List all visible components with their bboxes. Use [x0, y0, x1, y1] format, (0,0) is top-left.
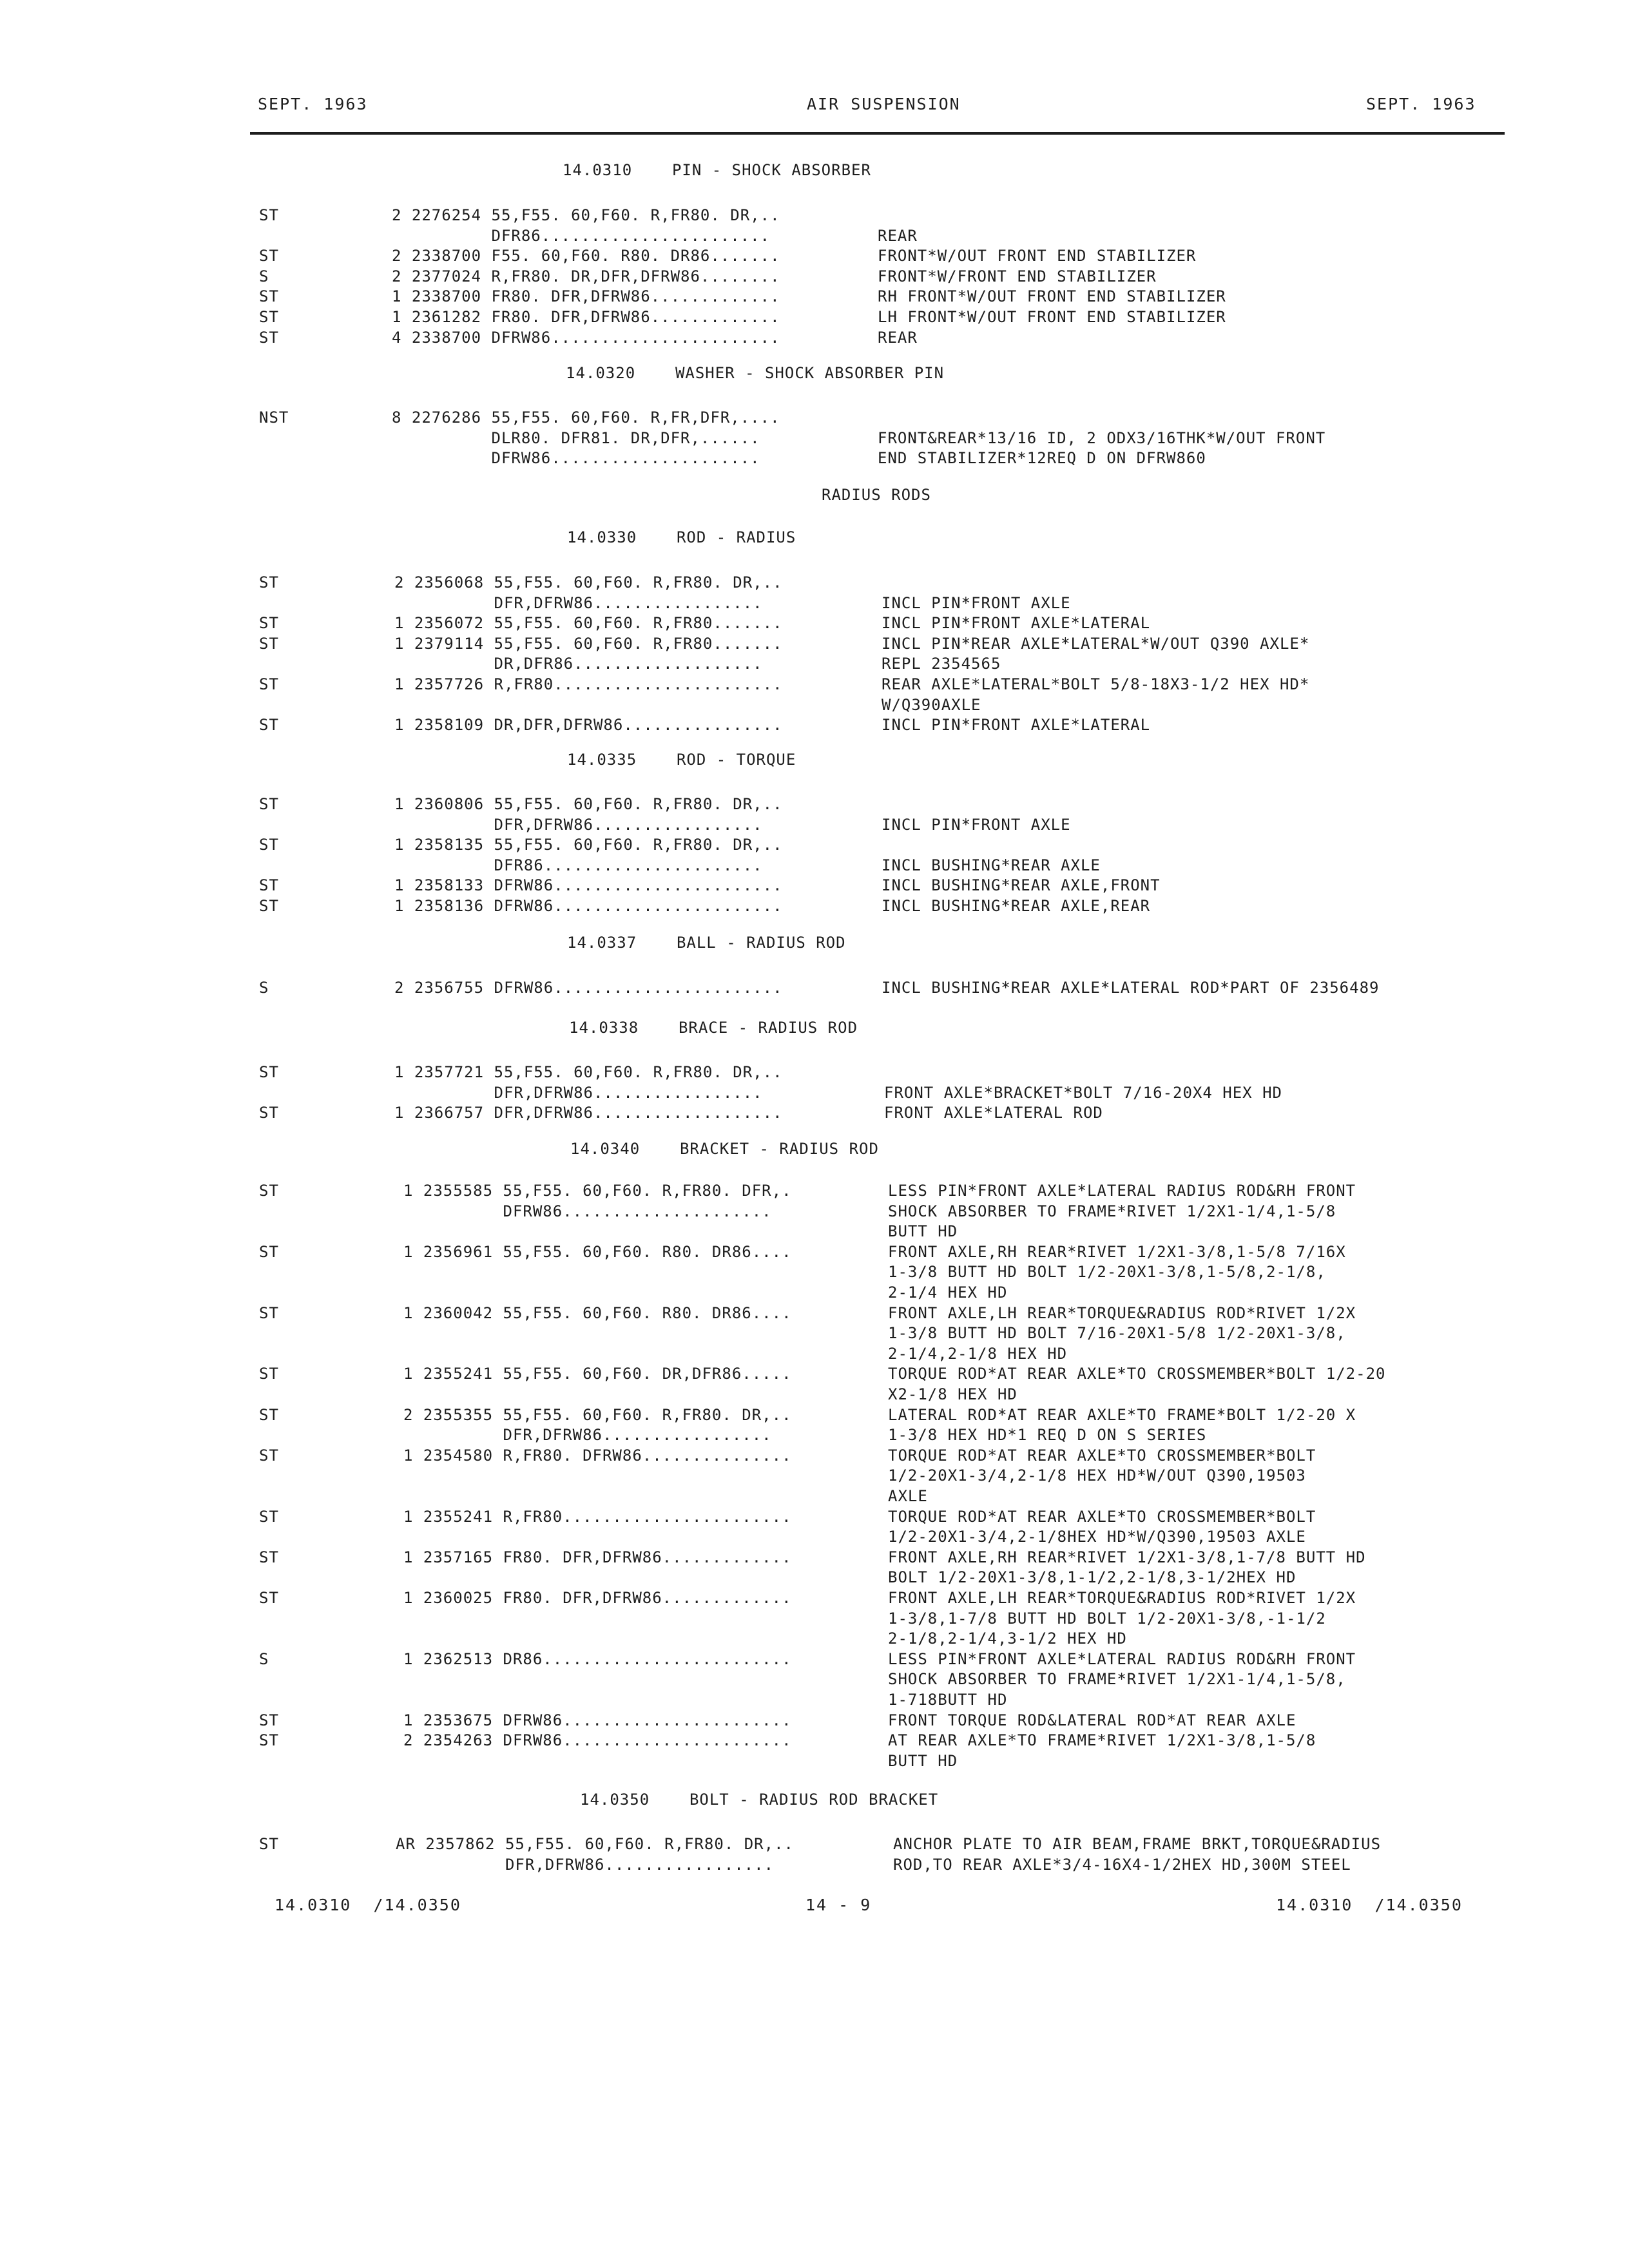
part-description: 2-1/8,2-1/4,3-1/2 HEX HD — [888, 1629, 1127, 1648]
part-number-models: 1 2356072 55,F55. 60,F60. R,FR80....... — [394, 614, 783, 632]
part-description: 1-3/8,1-7/8 BUTT HD BOLT 1/2-20X1-3/8,-1-1/2 — [888, 1610, 1326, 1628]
header-title: AIR SUSPENSION — [807, 95, 961, 113]
part-number-models: DLR80. DFR81. DR,DFR,...... — [392, 429, 760, 447]
part-number-models: 1 2353675 DFRW86....................... — [403, 1711, 792, 1729]
part-status-code: ST — [259, 1711, 279, 1729]
part-status-code: ST — [259, 287, 279, 305]
part-status-code: ST — [259, 1446, 279, 1465]
part-description: INCL BUSHING*REAR AXLE,FRONT — [882, 876, 1161, 894]
part-description: REAR — [878, 329, 918, 347]
part-number-models: 1 2358133 DFRW86....................... — [394, 876, 783, 894]
footer-range-left: 14.0310 /14.0350 — [275, 1896, 461, 1914]
part-description: FRONT AXLE,LH REAR*TORQUE&RADIUS ROD*RIVET 1/2X — [888, 1304, 1356, 1322]
part-status-code: ST — [259, 1104, 279, 1122]
part-description: FRONT AXLE*BRACKET*BOLT 7/16-20X4 HEX HD — [884, 1084, 1282, 1102]
part-status-code: ST — [259, 635, 279, 653]
part-number-models: DFRW86..................... — [403, 1202, 772, 1220]
part-description: INCL PIN*FRONT AXLE — [882, 594, 1071, 612]
part-status-code: ST — [259, 614, 279, 632]
part-number-models: DFR,DFRW86................. — [403, 1426, 772, 1444]
part-description: INCL BUSHING*REAR AXLE*LATERAL ROD*PART OF 2356489 — [882, 979, 1380, 997]
header-date-right: SEPT. 1963 — [1366, 95, 1476, 113]
part-status-code: ST — [259, 329, 279, 347]
part-description: BOLT 1/2-20X1-3/8,1-1/2,2-1/8,3-1/2HEX HD — [888, 1568, 1296, 1586]
page-number: 14 - 9 — [805, 1896, 872, 1914]
part-status-code: ST — [259, 1835, 279, 1853]
part-status-code: ST — [259, 1304, 279, 1322]
part-number-models: 1 2358135 55,F55. 60,F60. R,FR80. DR,.. — [394, 836, 783, 854]
part-status-code: ST — [259, 1589, 279, 1607]
part-status-code: ST — [259, 836, 279, 854]
part-number-models: DFR,DFRW86................. — [396, 1856, 775, 1874]
header-rule — [250, 132, 1505, 135]
part-status-code: S — [259, 267, 269, 285]
part-description: RH FRONT*W/OUT FRONT END STABILIZER — [878, 287, 1226, 305]
part-status-code: ST — [259, 1243, 279, 1261]
part-number-models: 1 2356961 55,F55. 60,F60. R80. DR86.... — [403, 1243, 792, 1261]
part-status-code: S — [259, 979, 269, 997]
part-description: FRONT*W/FRONT END STABILIZER — [878, 267, 1157, 285]
section-title: 14.0337 BALL - RADIUS ROD — [567, 934, 846, 952]
section-title: 14.0320 WASHER - SHOCK ABSORBER PIN — [566, 364, 945, 382]
part-number-models: 2 2377024 R,FR80. DR,DFR,DFRW86........ — [392, 267, 780, 285]
part-description: LESS PIN*FRONT AXLE*LATERAL RADIUS ROD&RH FRONT — [888, 1182, 1356, 1200]
part-description: TORQUE ROD*AT REAR AXLE*TO CROSSMEMBER*BOLT — [888, 1446, 1316, 1465]
part-description: FRONT AXLE,LH REAR*TORQUE&RADIUS ROD*RIVET 1/2X — [888, 1589, 1356, 1607]
part-number-models: 2 2354263 DFRW86....................... — [403, 1731, 792, 1749]
part-description: X2-1/8 HEX HD — [888, 1385, 1017, 1403]
part-number-models: 1 2357726 R,FR80....................... — [394, 675, 783, 693]
part-description: INCL BUSHING*REAR AXLE — [882, 856, 1101, 874]
part-status-code: ST — [259, 876, 279, 894]
part-status-code: ST — [259, 1182, 279, 1200]
part-status-code: ST — [259, 1063, 279, 1081]
part-description: INCL PIN*FRONT AXLE — [882, 816, 1071, 834]
part-status-code: ST — [259, 1508, 279, 1526]
part-status-code: ST — [259, 247, 279, 265]
part-status-code: ST — [259, 795, 279, 813]
part-description: FRONT TORQUE ROD&LATERAL ROD*AT REAR AXLE — [888, 1711, 1296, 1729]
part-description: 1-3/8 BUTT HD BOLT 7/16-20X1-5/8 1/2-20X1-3/8, — [888, 1324, 1346, 1342]
part-number-models: DFR,DFRW86................. — [394, 816, 763, 834]
part-number-models: 1 2360042 55,F55. 60,F60. R80. DR86.... — [403, 1304, 792, 1322]
part-description: SHOCK ABSORBER TO FRAME*RIVET 1/2X1-1/4,1-5/8, — [888, 1670, 1346, 1688]
part-number-models: 1 2355585 55,F55. 60,F60. R,FR80. DFR,. — [403, 1182, 792, 1200]
part-description: BUTT HD — [888, 1222, 958, 1240]
part-number-models: 1 2358136 DFRW86....................... — [394, 897, 783, 915]
part-number-models: DFR86...................... — [394, 856, 763, 874]
part-description: 1/2-20X1-3/4,2-1/8 HEX HD*W/OUT Q390,19503 — [888, 1466, 1306, 1485]
part-number-models: 1 2355241 R,FR80....................... — [403, 1508, 792, 1526]
part-description: 2-1/4,2-1/8 HEX HD — [888, 1345, 1068, 1363]
part-description: 1/2-20X1-3/4,2-1/8HEX HD*W/Q390,19503 AXLE — [888, 1528, 1306, 1546]
part-number-models: 1 2354580 R,FR80. DFRW86............... — [403, 1446, 792, 1465]
part-number-models: 1 2360025 FR80. DFR,DFRW86............. — [403, 1589, 792, 1607]
part-description: AXLE — [888, 1487, 928, 1505]
part-description: AT REAR AXLE*TO FRAME*RIVET 1/2X1-3/8,1-5/8 — [888, 1731, 1316, 1749]
part-number-models: DFRW86..................... — [392, 449, 760, 467]
part-number-models: 1 2361282 FR80. DFR,DFRW86............. — [392, 308, 780, 326]
part-description: INCL PIN*FRONT AXLE*LATERAL — [882, 716, 1151, 734]
part-number-models: 1 2379114 55,F55. 60,F60. R,FR80....... — [394, 635, 783, 653]
part-number-models: AR 2357862 55,F55. 60,F60. R,FR80. DR,.. — [396, 1835, 794, 1853]
part-description: INCL PIN*REAR AXLE*LATERAL*W/OUT Q390 AXLE* — [882, 635, 1310, 653]
section-title: 14.0338 BRACE - RADIUS ROD — [569, 1019, 858, 1037]
part-number-models: DFR,DFRW86................. — [394, 1084, 763, 1102]
part-number-models: 2 2355355 55,F55. 60,F60. R,FR80. DR,.. — [403, 1406, 792, 1424]
section-title: 14.0330 ROD - RADIUS — [567, 528, 796, 546]
part-status-code: ST — [259, 897, 279, 915]
section-title: 14.0310 PIN - SHOCK ABSORBER — [563, 161, 871, 179]
part-status-code: NST — [259, 408, 289, 427]
part-description: FRONT AXLE,RH REAR*RIVET 1/2X1-3/8,1-7/8 BUTT HD — [888, 1548, 1366, 1566]
part-description: REPL 2354565 — [882, 655, 1001, 673]
part-number-models: 1 2366757 DFR,DFRW86................... — [394, 1104, 783, 1122]
part-number-models: 2 2356068 55,F55. 60,F60. R,FR80. DR,.. — [394, 573, 783, 591]
part-description: REAR AXLE*LATERAL*BOLT 5/8-18X3-1/2 HEX HD* — [882, 675, 1310, 693]
part-description: 1-3/8 HEX HD*1 REQ D ON S SERIES — [888, 1426, 1207, 1444]
part-number-models: 1 2360806 55,F55. 60,F60. R,FR80. DR,.. — [394, 795, 783, 813]
part-description: ANCHOR PLATE TO AIR BEAM,FRAME BRKT,TORQUE&RADIUS — [893, 1835, 1382, 1853]
part-description: REAR — [878, 227, 918, 245]
header-date-left: SEPT. 1963 — [258, 95, 368, 113]
section-title: 14.0340 BRACKET - RADIUS ROD — [570, 1140, 879, 1158]
part-description: FRONT*W/OUT FRONT END STABILIZER — [878, 247, 1197, 265]
footer-range-right: 14.0310 /14.0350 — [1276, 1896, 1463, 1914]
part-description: TORQUE ROD*AT REAR AXLE*TO CROSSMEMBER*BOLT — [888, 1508, 1316, 1526]
part-status-code: ST — [259, 573, 279, 591]
part-number-models: DFR,DFRW86................. — [394, 594, 763, 612]
part-description: BUTT HD — [888, 1752, 958, 1770]
part-status-code: ST — [259, 1731, 279, 1749]
part-description: 1-718BUTT HD — [888, 1691, 1008, 1709]
part-status-code: ST — [259, 1548, 279, 1566]
part-description: FRONT AXLE*LATERAL ROD — [884, 1104, 1103, 1122]
part-description: LATERAL ROD*AT REAR AXLE*TO FRAME*BOLT 1/2-20 X — [888, 1406, 1356, 1424]
part-number-models: 2 2338700 F55. 60,F60. R80. DR86....... — [392, 247, 780, 265]
part-description: 1-3/8 BUTT HD BOLT 1/2-20X1-3/8,1-5/8,2-1/8, — [888, 1263, 1326, 1281]
part-description: INCL PIN*FRONT AXLE*LATERAL — [882, 614, 1151, 632]
part-number-models: 8 2276286 55,F55. 60,F60. R,FR,DFR,.... — [392, 408, 780, 427]
part-status-code: ST — [259, 716, 279, 734]
part-number-models: 1 2338700 FR80. DFR,DFRW86............. — [392, 287, 780, 305]
part-description: LESS PIN*FRONT AXLE*LATERAL RADIUS ROD&RH FRONT — [888, 1650, 1356, 1668]
part-status-code: ST — [259, 1365, 279, 1383]
part-description: ROD,TO REAR AXLE*3/4-16X4-1/2HEX HD,300M STEEL — [893, 1856, 1351, 1874]
part-number-models: 2 2356755 DFRW86....................... — [394, 979, 783, 997]
part-description: FRONT AXLE,RH REAR*RIVET 1/2X1-3/8,1-5/8 7/16X — [888, 1243, 1346, 1261]
part-description: TORQUE ROD*AT REAR AXLE*TO CROSSMEMBER*BOLT 1/2-20 — [888, 1365, 1386, 1383]
part-number-models: DR,DFR86................... — [394, 655, 763, 673]
part-number-models: 1 2357165 FR80. DFR,DFRW86............. — [403, 1548, 792, 1566]
group-heading: RADIUS RODS — [822, 486, 931, 504]
part-number-models: 1 2358109 DR,DFR,DFRW86................ — [394, 716, 783, 734]
section-title: 14.0350 BOLT - RADIUS ROD BRACKET — [580, 1791, 939, 1809]
part-number-models: 1 2355241 55,F55. 60,F60. DR,DFR86..... — [403, 1365, 792, 1383]
part-number-models: 1 2362513 DR86......................... — [403, 1650, 792, 1668]
part-description: W/Q390AXLE — [882, 696, 981, 714]
part-status-code: S — [259, 1650, 269, 1668]
part-number-models: 2 2276254 55,F55. 60,F60. R,FR80. DR,.. — [392, 206, 780, 224]
part-description: INCL BUSHING*REAR AXLE,REAR — [882, 897, 1151, 915]
part-description: END STABILIZER*12REQ D ON DFRW860 — [878, 449, 1206, 467]
part-number-models: DFR86....................... — [392, 227, 771, 245]
section-title: 14.0335 ROD - TORQUE — [567, 751, 796, 769]
part-description: LH FRONT*W/OUT FRONT END STABILIZER — [878, 308, 1226, 326]
part-status-code: ST — [259, 308, 279, 326]
part-description: SHOCK ABSORBER TO FRAME*RIVET 1/2X1-1/4,1-5/8 — [888, 1202, 1336, 1220]
part-description: FRONT&REAR*13/16 ID, 2 ODX3/16THK*W/OUT FRONT — [878, 429, 1326, 447]
part-status-code: ST — [259, 206, 279, 224]
part-status-code: ST — [259, 675, 279, 693]
part-number-models: 1 2357721 55,F55. 60,F60. R,FR80. DR,.. — [394, 1063, 783, 1081]
part-description: 2-1/4 HEX HD — [888, 1283, 1008, 1302]
part-number-models: 4 2338700 DFRW86....................... — [392, 329, 780, 347]
part-status-code: ST — [259, 1406, 279, 1424]
